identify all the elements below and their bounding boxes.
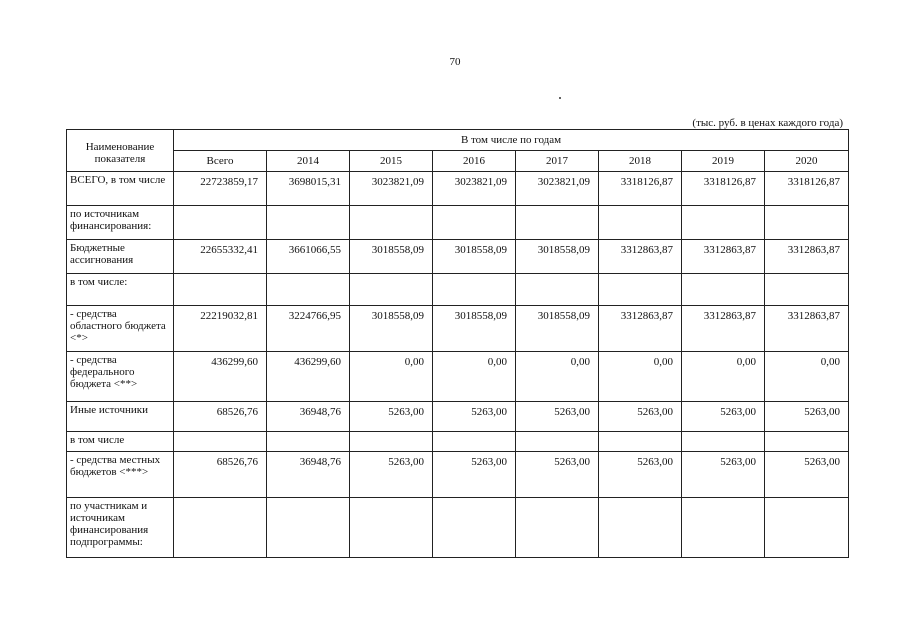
table-cell: 3312863,87 bbox=[765, 306, 849, 352]
table-cell bbox=[599, 206, 682, 240]
table-cell: 436299,60 bbox=[267, 352, 350, 402]
table-row bbox=[67, 452, 849, 498]
table-cell bbox=[516, 274, 599, 306]
table-row bbox=[67, 172, 849, 206]
table-cell: 68526,76 bbox=[174, 402, 267, 432]
table-cell bbox=[433, 274, 516, 306]
table-row bbox=[67, 240, 849, 274]
year-column-header: 2017 bbox=[516, 151, 599, 172]
table-cell: 3318126,87 bbox=[765, 172, 849, 206]
table-cell: 3312863,87 bbox=[765, 240, 849, 274]
table-cell bbox=[267, 498, 350, 558]
name-column-header: Наименование показателя bbox=[67, 130, 174, 172]
table-cell bbox=[765, 432, 849, 452]
table-cell: 3018558,09 bbox=[350, 240, 433, 274]
table-cell: 5263,00 bbox=[599, 452, 682, 498]
table-cell: 22655332,41 bbox=[174, 240, 267, 274]
table-cell bbox=[682, 498, 765, 558]
table-cell bbox=[599, 432, 682, 452]
table-cell: 3312863,87 bbox=[682, 240, 765, 274]
table-cell bbox=[682, 432, 765, 452]
table-cell: 22219032,81 bbox=[174, 306, 267, 352]
table-cell: 0,00 bbox=[682, 352, 765, 402]
table-cell bbox=[350, 432, 433, 452]
funding-table bbox=[66, 129, 849, 558]
table-cell: 3224766,95 bbox=[267, 306, 350, 352]
table-cell bbox=[174, 274, 267, 306]
table-cell: 3312863,87 bbox=[599, 306, 682, 352]
table-cell bbox=[267, 274, 350, 306]
table-cell bbox=[350, 206, 433, 240]
table-cell: 3318126,87 bbox=[682, 172, 765, 206]
table-row bbox=[67, 206, 849, 240]
table-row bbox=[67, 432, 849, 452]
table-cell: 5263,00 bbox=[350, 402, 433, 432]
table-cell: 3318126,87 bbox=[599, 172, 682, 206]
table-row bbox=[67, 352, 849, 402]
row-label: в том числе bbox=[67, 432, 174, 452]
table-cell: 5263,00 bbox=[765, 452, 849, 498]
table-cell: 3312863,87 bbox=[599, 240, 682, 274]
row-label: Бюджетные ассигнования bbox=[67, 240, 174, 274]
table-cell: 68526,76 bbox=[174, 452, 267, 498]
table-cell: 5263,00 bbox=[765, 402, 849, 432]
table-cell bbox=[682, 206, 765, 240]
table-cell: 436299,60 bbox=[174, 352, 267, 402]
table-cell: 0,00 bbox=[433, 352, 516, 402]
row-label: - средства федерального бюджета <**> bbox=[67, 352, 174, 402]
header-row-group bbox=[67, 130, 849, 151]
table-cell bbox=[174, 432, 267, 452]
table-cell: 0,00 bbox=[599, 352, 682, 402]
row-label: ВСЕГО, в том числе bbox=[67, 172, 174, 206]
table-cell bbox=[599, 274, 682, 306]
table-cell bbox=[765, 498, 849, 558]
header-row-years bbox=[67, 151, 849, 172]
table-cell bbox=[433, 206, 516, 240]
table-body bbox=[67, 172, 849, 558]
row-label: по источникам финансирования: bbox=[67, 206, 174, 240]
units-note: (тыс. руб. в ценах каждого года) bbox=[692, 117, 843, 129]
table-cell bbox=[765, 206, 849, 240]
table-cell: 5263,00 bbox=[350, 452, 433, 498]
table-cell: 0,00 bbox=[765, 352, 849, 402]
table-cell: 3661066,55 bbox=[267, 240, 350, 274]
table-row bbox=[67, 498, 849, 558]
table-cell: 5263,00 bbox=[516, 452, 599, 498]
table-cell: 36948,76 bbox=[267, 452, 350, 498]
table-row bbox=[67, 274, 849, 306]
page-number: 70 bbox=[449, 56, 461, 68]
year-column-header: 2019 bbox=[682, 151, 765, 172]
table-cell bbox=[174, 498, 267, 558]
table-cell bbox=[350, 498, 433, 558]
table-row bbox=[67, 306, 849, 352]
table-cell: 5263,00 bbox=[599, 402, 682, 432]
row-label: - средства местных бюджетов <***> bbox=[67, 452, 174, 498]
table-cell: 22723859,17 bbox=[174, 172, 267, 206]
table-cell: 3018558,09 bbox=[433, 306, 516, 352]
table-cell: 3312863,87 bbox=[682, 306, 765, 352]
table-cell bbox=[350, 274, 433, 306]
row-label: - средства областного бюджета <*> bbox=[67, 306, 174, 352]
years-group-header: В том числе по годам bbox=[174, 130, 849, 151]
table-cell: 3023821,09 bbox=[433, 172, 516, 206]
table-cell: 3018558,09 bbox=[516, 306, 599, 352]
table-cell: 3018558,09 bbox=[516, 240, 599, 274]
table-cell bbox=[433, 498, 516, 558]
table-cell: 3023821,09 bbox=[350, 172, 433, 206]
table-cell: 3018558,09 bbox=[350, 306, 433, 352]
table-cell bbox=[516, 498, 599, 558]
table-cell bbox=[267, 432, 350, 452]
table-cell: 5263,00 bbox=[682, 452, 765, 498]
table-cell bbox=[516, 432, 599, 452]
row-label: в том числе: bbox=[67, 274, 174, 306]
table-cell: 3698015,31 bbox=[267, 172, 350, 206]
table-cell: 36948,76 bbox=[267, 402, 350, 432]
table-cell: 5263,00 bbox=[516, 402, 599, 432]
row-label: Иные источники bbox=[67, 402, 174, 432]
table-cell: 5263,00 bbox=[433, 452, 516, 498]
year-column-header: 2020 bbox=[765, 151, 849, 172]
table-cell bbox=[267, 206, 350, 240]
table-cell bbox=[599, 498, 682, 558]
year-column-header: 2016 bbox=[433, 151, 516, 172]
year-column-header: 2015 bbox=[350, 151, 433, 172]
table-cell: 5263,00 bbox=[433, 402, 516, 432]
year-column-header: 2018 bbox=[599, 151, 682, 172]
table-row bbox=[67, 402, 849, 432]
table-cell bbox=[433, 432, 516, 452]
table-cell: 5263,00 bbox=[682, 402, 765, 432]
table-cell: 0,00 bbox=[516, 352, 599, 402]
table-cell: 3023821,09 bbox=[516, 172, 599, 206]
table-cell bbox=[765, 274, 849, 306]
year-column-header: Всего bbox=[174, 151, 267, 172]
scan-speck bbox=[559, 97, 561, 99]
table-cell bbox=[682, 274, 765, 306]
row-label: по участникам и источникам финансирования подпрограммы: bbox=[67, 498, 174, 558]
table-cell: 3018558,09 bbox=[433, 240, 516, 274]
table-cell bbox=[516, 206, 599, 240]
year-column-header: 2014 bbox=[267, 151, 350, 172]
table-cell: 0,00 bbox=[350, 352, 433, 402]
table-cell bbox=[174, 206, 267, 240]
